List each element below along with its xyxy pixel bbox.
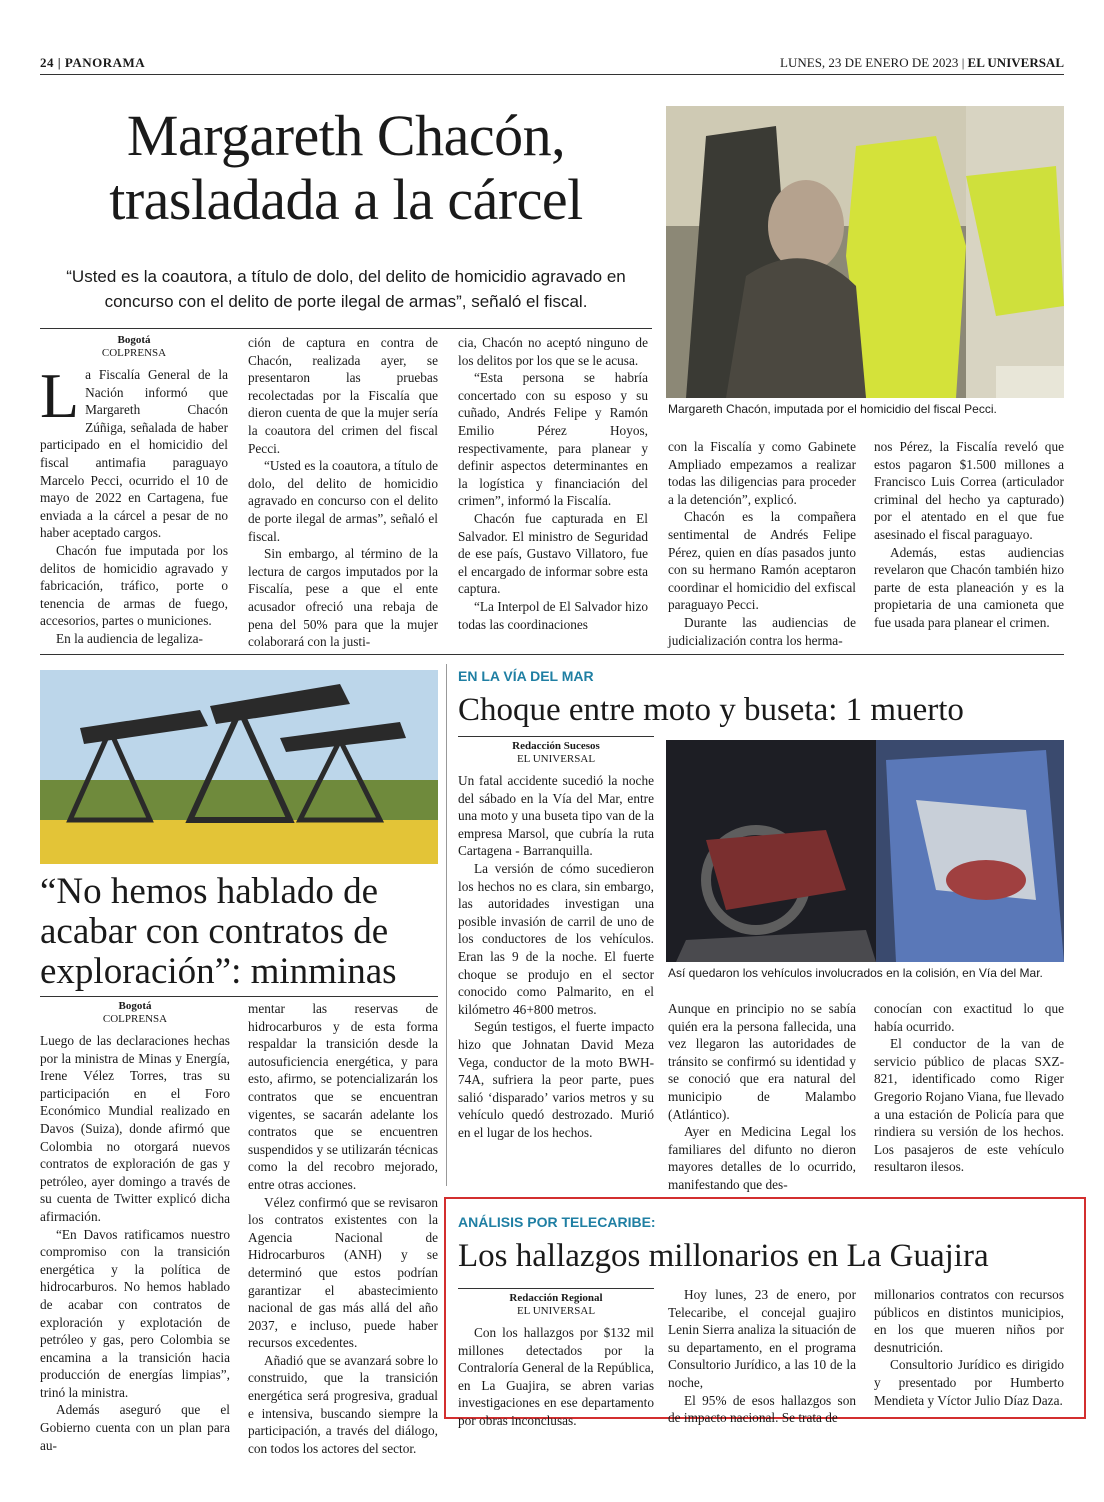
- paragraph: Hoy lunes, 23 de enero, por Telecaribe, el concejal guajiro Lenin Sierra analiza la situación de su departamento, en el programa Consultorio Jurídico, a las 10 de la noche,: [668, 1287, 856, 1390]
- page-header: [40, 52, 1064, 75]
- page-date: LUNES, 23 DE ENERO DE 2023 | EL UNIVERSAL: [780, 55, 1064, 70]
- paragraph: Luego de las declaraciones hechas por la ministra de Minas y Energía, Irene Vélez Torres, tras su participación en el Foro Económico Mundial realizado en Davos (Suiza), donde afirmó que Colombia no otorgará nuevos contratos de exploración de gas y petróleo, ayer domingo a través de su cuenta de Twitter explicó dicha afirmación.: [40, 1033, 230, 1224]
- article3-byline: Redacción Sucesos EL UNIVERSAL: [512, 740, 600, 765]
- paragraph: mentar las reservas de hidrocarburos y de esta forma respaldar la transición desde la autosuficiencia energética, y para esto, afirmo, se potencializarán los contratos que se encuentran vigentes, se sacarán adelante los contratos que se encuentren suspendidos y se utilizarán técnicas como la del recobro mejorado, entre otras acciones.: [248, 1001, 438, 1192]
- paragraph: Sin embargo, al término de la lectura de cargos imputados por la Fiscalía, pese a que el ente acusador ofreció una rebaja de pena del 50% para que la mujer colaborará con la justi-: [248, 546, 438, 650]
- divider: [458, 1288, 654, 1289]
- paragraph: El 95% de esos hallazgos son de impacto nacional. Se trata de: [668, 1392, 856, 1426]
- article4-title: Los hallazgos millonarios en La Guajira: [458, 1238, 989, 1274]
- article4-column-1: [458, 1292, 654, 1430]
- paragraph: Consultorio Jurídico es dirigido y presentado por Humberto Mendieta y Víctor Julio Díaz Daza.: [874, 1357, 1064, 1408]
- article3-title: Choque entre moto y buseta: 1 muerto: [458, 692, 964, 728]
- paragraph: “En Davos ratificamos nuestro compromiso con la transición energética y la política de hidrocarburos. No hemos hablado de acabar con contratos de exploración y explotación de petróleo y gas, pero Colombia se encamina a la transición hacia producción de energías limpias”, trinó la ministra.: [40, 1226, 230, 1400]
- paragraph: El conductor de la van de servicio público de placas SXZ-821, identificado como Riger Gregorio Rojano Viana, fue llevado a una estación de Policía para que rindiera su versión de los hechos. Los pasajeros de este vehículo resultaron ilesos.: [874, 1036, 1064, 1175]
- paragraph: Chacón fue capturada en El Salvador. El ministro de Seguridad de ese país, Gustavo Villatoro, fue el encargado de informar sobre esta captura.: [458, 510, 648, 597]
- article3-kicker: EN LA VÍA DEL MAR: [458, 668, 594, 684]
- paragraph: ción de captura en contra de Chacón, realizada ayer, se presentaron las pruebas recolectadas por la Fiscalía que dieron cuenta de que la mujer sería la coautora del crimen del fiscal Pecci.: [248, 335, 438, 456]
- article1-byline: Bogotá COLPRENSA: [101, 334, 167, 359]
- article3-photo-caption: Así quedaron los vehículos involucrados en la colisión, en Vía del Mar.: [668, 966, 1043, 980]
- article1-photo: [666, 106, 1064, 398]
- article1-column-1: [40, 334, 228, 648]
- paragraph: Vélez confirmó que se revisaron los contratos existentes con la Agencia Nacional de Hidrocarburos (ANH) y se determinó que estos podrían garantizar el abastecimiento nacional de gas más allá del año 2037, e incluso, puede haber recursos excedentes.: [248, 1194, 438, 1351]
- article2-byline: Bogotá COLPRENSA: [102, 1000, 168, 1025]
- paragraph: con la Fiscalía y como Gabinete Ampliado empezamos a realizar todas las diligencias para proceder a la detención”, explicó.: [668, 439, 856, 507]
- paragraph: nos Pérez, la Fiscalía reveló que estos pagaron $1.500 millones a Francisco Luis Correa (articulador criminal del hecho ya capturado) por el atentado en el que fue asesinado el fiscal paraguayo.: [874, 439, 1064, 542]
- paragraph: Añadió que se avanzará sobre lo construido, que la transición energética será progresiva, gradual e intensiva, buscando siempre la participación, a través del diálogo, con todos los actores del sector.: [248, 1352, 438, 1456]
- column-divider: [446, 664, 447, 1186]
- article2-title: “No hemos hablado de acabar con contratos de exploración”: minminas: [40, 871, 397, 992]
- divider: [40, 996, 438, 997]
- paragraph: millonarios contratos con recursos públicos en distintos municipios, en los que mueren niños por desnutrición.: [874, 1287, 1064, 1355]
- article3-photo: [666, 740, 1064, 962]
- article3-column-1: [458, 740, 654, 1141]
- paragraph: Durante las audiencias de judicialización contra los herma-: [668, 614, 856, 648]
- paragraph: Un fatal accidente sucedió la noche del sábado en la Vía del Mar, entre una moto y una buseta tipo van de la empresa Marsol, que cubría la ruta Cartagena - Barranquilla.: [458, 773, 654, 859]
- paragraph: a Fiscalía General de la Nación informó que Margareth Chacón Zúñiga, señalada de haber participado en el homicidio del fiscal antimafia paraguayo Marcelo Pecci, ocurrido el 10 de mayo de 2022 en Cartagena, fue enviada a la cárcel a pesar de no haber aceptado cargos.: [40, 367, 228, 541]
- paragraph: Además aseguró que el Gobierno cuenta con un plan para au-: [40, 1402, 230, 1453]
- article4-kicker: ANÁLISIS POR TELECARIBE:: [458, 1214, 656, 1230]
- article1-column-3: [458, 334, 648, 633]
- article2-column-1: [40, 1000, 230, 1454]
- article4-column-2: [668, 1286, 856, 1427]
- article1-column-4: [668, 438, 856, 649]
- article2-column-2: [248, 1000, 438, 1457]
- paragraph: “Esta persona se habría concertado con su esposo y su cuñado, Andrés Felipe y Ramón Emilio Pérez Hoyos, respectivamente, para planear y definir aspectos determinantes en la logística y financiación del crimen”, informó la Fiscalía.: [458, 370, 648, 509]
- paragraph: cia, Chacón no aceptó ninguno de los delitos por los que se le acusa.: [458, 335, 648, 368]
- paragraph: En la audiencia de legaliza-: [56, 630, 203, 646]
- divider: [458, 736, 654, 737]
- article1-column-5: [874, 438, 1064, 632]
- article1-column-2: [248, 334, 438, 651]
- paragraph: Ayer en Medicina Legal los familiares del difunto no dieron mayores detalles de lo ocurrido, manifestando que des-: [668, 1124, 856, 1192]
- article1-photo-caption: Margareth Chacón, imputada por el homicidio del fiscal Pecci.: [668, 402, 997, 416]
- page-section: 24 | PANORAMA: [40, 55, 146, 70]
- article1-dropcap: L: [40, 360, 80, 431]
- article3-column-3: [874, 1000, 1064, 1176]
- paragraph: Según testigos, el fuerte impacto hizo que Johnatan David Meza Vega, conductor de la moto BWH-74A, sufriera la peor parte, pues salió ‘disparado’ varios metros y su vehículo quedó destrozado. Murió en el lugar de los hechos.: [458, 1019, 654, 1140]
- paragraph: Chacón es la compañera sentimental de Andrés Felipe Pérez, quien en días pasados junto con su hermano Ramón aceptaron coordinar el homicidio del exfiscal paraguayo Pecci.: [668, 509, 856, 613]
- article4-column-3: [874, 1286, 1064, 1409]
- article1-subtitle: “Usted es la coautora, a título de dolo, del delito de homicidio agravado en concurso con el delito de porte ilegal de armas”, señaló el fiscal.: [66, 267, 626, 311]
- article3-column-2: [668, 1000, 856, 1194]
- paragraph: Además, estas audiencias revelaron que Chacón también hizo parte de esta planeación y es la propietaria de una camioneta que fue usada para planear el crimen.: [874, 544, 1064, 630]
- paragraph: La versión de cómo sucedieron los hechos no es clara, sin embargo, las autoridades investigan una posible invasión de carril de uno de los conductores de los vehículos. Eran las 9 de la noche. El fuerte choque se produjo en el sector conocido como Palmarito, en el kilómetro 46+800 metros.: [458, 860, 654, 1017]
- divider: [40, 328, 652, 329]
- paragraph: “Usted es la coautora, a título de dolo, del delito de homicidio agravado en concurso con el delito de porte ilegal de armas”, señaló el fiscal.: [248, 458, 438, 544]
- paragraph: Con los hallazgos por $132 mil millones detectados por la Contraloría General de la República, en La Guajira, se abren varias investigaciones en ese departamento por obras inconclusas.: [458, 1325, 654, 1428]
- article1-title: Margareth Chacón, trasladada a la cárcel: [109, 103, 583, 232]
- article4-byline: Redacción Regional EL UNIVERSAL: [509, 1292, 603, 1317]
- paragraph: Chacón fue imputada por los delitos de homicidio agravado y fabricación, tráfico, porte o tenencia de armas de fuego, accesorios, partes o municiones.: [40, 542, 228, 629]
- section-divider: [40, 654, 1064, 655]
- paragraph: conocían con exactitud lo que había ocurrido.: [874, 1001, 1064, 1034]
- paragraph: “La Interpol de El Salvador hizo todas las coordinaciones: [458, 598, 648, 632]
- article2-photo: [40, 670, 438, 864]
- paragraph: Aunque en principio no se sabía quién era la persona fallecida, una vez llegaron las autoridades de tránsito se confirmó su identidad y se conoció que era natural del municipio de Malambo (Atlántico).: [668, 1001, 856, 1122]
